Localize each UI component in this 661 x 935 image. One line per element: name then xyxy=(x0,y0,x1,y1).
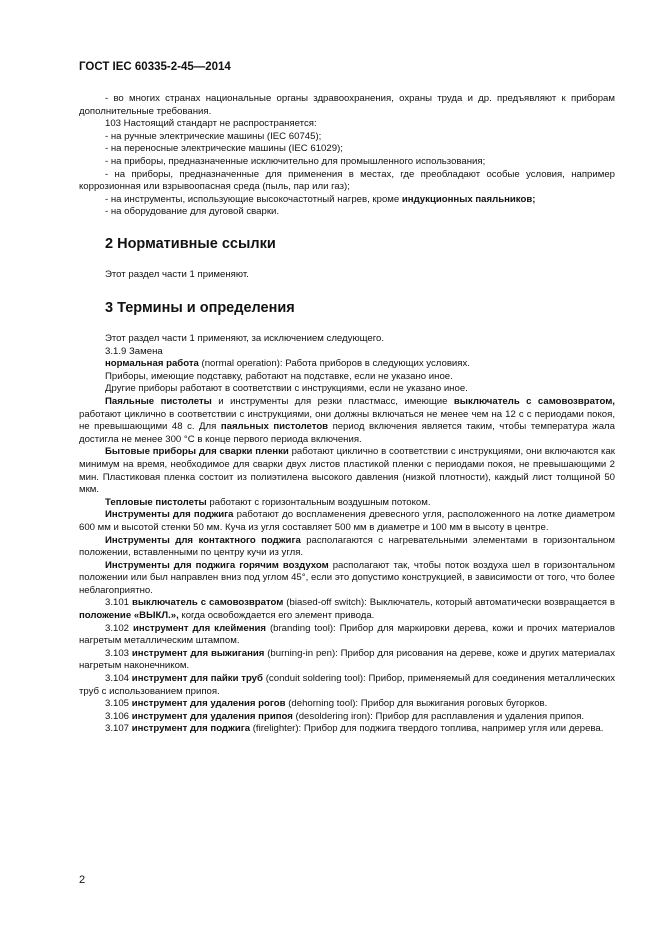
section-2-heading: 2 Нормативные ссылки xyxy=(105,236,276,252)
paragraph: Инструменты для поджига работают до воспламенения древесного угля, расположенного на лотке диаметром 600 мм и высотой стенки 50 мм. Куча из угля составляет 500 мм в диаметре и 100 мм в высоту в центре. xyxy=(79,509,615,533)
section-2-text xyxy=(79,269,615,282)
paragraph: Тепловые пистолеты работают с горизонтальным воздушным потоком. xyxy=(105,496,431,508)
intro-section xyxy=(79,93,615,219)
paragraph: Этот раздел части 1 применяют, за исключением следующего. xyxy=(105,333,385,344)
intro-line: - во многих странах национальные органы здравоохранения, охраны труда и др. предъявляют к приборам дополнительные требования. xyxy=(79,93,615,117)
definition: 3.105 инструмент для удаления рогов (dehorning tool): Прибор для выжигания роговых бугорков. xyxy=(105,698,548,710)
intro-line: - на приборы, предназначенные для применения в местах, где преобладают особые условия, например коррозионная или взрывоопасная среда (пыль, пар или газ); xyxy=(79,168,615,193)
paragraph: Этот раздел части 1 применяют. xyxy=(105,269,249,280)
intro-line: - на оборудование для дуговой сварки. xyxy=(105,206,280,218)
definition: 3.103 инструмент для выжигания (burning-in pen): Прибор для рисования на дереве, коже и других материалах нагретым наконечником. xyxy=(79,647,615,672)
definition: 3.107 инструмент для поджига (firelighter): Прибор для поджига твердого топлива, например угля или дерева. xyxy=(105,723,604,735)
paragraph: Инструменты для поджига горячим воздухом располагают так, чтобы поток воздуха шел в горизонтальном положении или был направлен вниз под углом 45°, если это допустимо конструкцией, в зависимости от того, что более неблагоприятно. xyxy=(79,559,615,596)
intro-line: - на переносные электрические машины (IEC 61029); xyxy=(105,143,343,155)
paragraph: 3.1.9 Замена xyxy=(105,345,163,357)
definition: 3.102 инструмент для клеймения (branding tool): Прибор для маркировки дерева, кожи и прочих материалов нагретым металлическим штампом. xyxy=(79,622,615,647)
definition: 3.106 инструмент для удаления припоя (desoldering iron): Прибор для расплавления и удаления припоя. xyxy=(105,710,585,722)
definition: 3.104 инструмент для пайки труб (conduit soldering tool): Прибор, применяемый для соединения металлических труб с использованием припоя. xyxy=(79,673,615,697)
paragraph: нормальная работа (normal operation): Работа приборов в следующих условиях. xyxy=(105,358,470,370)
section-3-body xyxy=(79,333,615,736)
intro-line: - на инструменты, использующие высокочастотный нагрев, кроме индукционных паяльников; xyxy=(105,193,536,205)
document-header: ГОСТ IEC 60335-2-45—2014 xyxy=(79,61,231,73)
paragraph: Бытовые приборы для сварки пленки работают циклично в соответствии с инструкциями, они включаются как минимум на время, необходимое для сварки двух листов пластикой пленки с периодами покоя, не превышающими 2 мин. Пластиковая пленка состоит из полиэтилена высокого давления (низкой плотности), каждый лист толщиной 50 мкм. xyxy=(79,446,615,496)
section-3-heading: 3 Термины и определения xyxy=(105,300,295,316)
intro-line: - на приборы, предназначенные исключительно для промышленного использования; xyxy=(105,155,486,167)
intro-line: - на ручные электрические машины (IEC 60745); xyxy=(105,130,322,142)
paragraph: Инструменты для контактного поджига располагаются с нагревательными элементами в горизонтальном положении, вставленными по центру кучи из угля. xyxy=(79,534,615,559)
intro-line: 103 Настоящий стандарт не распространяется: xyxy=(105,118,317,130)
paragraph: Другие приборы работают в соответствии с инструкциями, если не указано иное. xyxy=(105,383,468,395)
page-number: 2 xyxy=(79,874,86,886)
definition: 3.101 выключатель с самовозвратом (biased-off switch): Выключатель, который автоматически возвращается в положение «ВЫКЛ.», когда освобождается его элемент привода. xyxy=(79,597,615,622)
paragraph: Паяльные пистолеты и инструменты для резки пластмасс, имеющие выключатель с самовозвратом, работают циклично в соответствии с инструкциями, они должны включаться не менее чем на 12 с с периодами покоя, не превышающими 48 с. Для паяльных пистолетов период включения является таким, чтобы температура жала достигла не менее 300 °С в конце первого периода включения. xyxy=(79,395,615,445)
paragraph: Приборы, имеющие подставку, работают на подставке, если не указано иное. xyxy=(105,370,453,382)
